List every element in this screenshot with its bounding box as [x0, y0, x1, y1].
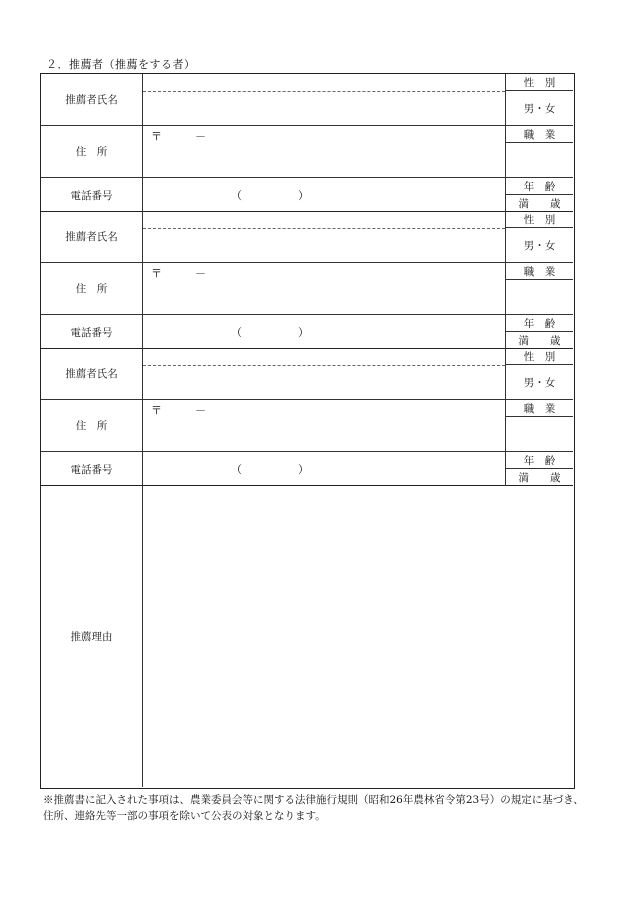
occupation-label: 職 業 [506, 126, 573, 143]
furigana-divider [143, 365, 505, 366]
postal-dash: － [195, 130, 206, 143]
recommender-block-3 [41, 348, 573, 486]
disclosure-note: ※推薦書に記入された事項は、農業委員会等に関する法律施行規則（昭和26年農林省令第23号）の規定に基づき、住所、連絡先等一部の事項を除いて公表の対象となります。 [43, 794, 584, 822]
phone-field[interactable] [143, 178, 506, 212]
gender-label: 性 別 [506, 74, 573, 91]
age-label: 年 齢 [506, 178, 573, 195]
phone-label: 電話番号 [41, 452, 143, 486]
phone-row [41, 315, 573, 349]
reason-row [41, 486, 573, 787]
age-cell [506, 178, 573, 212]
phone-paren-open: （ [231, 189, 242, 202]
age-label: 年 齢 [506, 452, 573, 469]
occupation-field[interactable] [506, 280, 573, 315]
phone-row [41, 178, 573, 212]
address-field[interactable] [143, 400, 506, 451]
address-label: 住 所 [41, 400, 143, 451]
phone-field[interactable] [143, 315, 506, 349]
name-row [41, 74, 573, 126]
name-field[interactable] [143, 74, 506, 125]
section-title: ２．推薦者（推薦をする者） [46, 58, 196, 71]
occupation-field[interactable] [506, 417, 573, 452]
name-label: 推薦者氏名 [41, 211, 143, 262]
name-field[interactable] [143, 211, 506, 262]
recommender-block-1 [41, 74, 573, 212]
address-label: 住 所 [41, 126, 143, 177]
phone-paren-close: ） [298, 463, 309, 476]
gender-cell [506, 211, 573, 262]
address-row [41, 263, 573, 315]
name-field[interactable] [143, 348, 506, 399]
furigana-divider [143, 228, 505, 229]
occupation-cell [506, 126, 573, 177]
postal-mark: 〒 [151, 267, 162, 280]
gender-label: 性 別 [506, 348, 573, 365]
name-label: 推薦者氏名 [41, 348, 143, 399]
recommender-block-2 [41, 211, 573, 349]
age-field[interactable]: 満 歳 [518, 198, 561, 210]
phone-label: 電話番号 [41, 315, 143, 349]
postal-mark: 〒 [151, 130, 162, 143]
address-label: 住 所 [41, 263, 143, 314]
gender-value[interactable]: 男・女 [523, 103, 556, 115]
gender-cell [506, 348, 573, 399]
recommender-form [40, 73, 575, 789]
age-cell [506, 315, 573, 349]
address-row [41, 400, 573, 452]
phone-paren-open: （ [231, 463, 242, 476]
postal-dash: － [195, 404, 206, 417]
occupation-field[interactable] [506, 143, 573, 178]
age-cell [506, 452, 573, 486]
postal-mark: 〒 [151, 404, 162, 417]
address-field[interactable] [143, 126, 506, 177]
age-field[interactable]: 満 歳 [518, 335, 561, 347]
address-field[interactable] [143, 263, 506, 314]
gender-cell [506, 74, 573, 125]
name-row [41, 348, 573, 400]
furigana-divider [143, 91, 505, 92]
age-label: 年 齢 [506, 315, 573, 332]
occupation-label: 職 業 [506, 263, 573, 280]
name-label: 推薦者氏名 [41, 74, 143, 125]
occupation-cell [506, 263, 573, 314]
name-row [41, 211, 573, 263]
phone-paren-close: ） [298, 189, 309, 202]
address-row [41, 126, 573, 178]
reason-label: 推薦理由 [41, 486, 143, 787]
phone-paren-close: ） [298, 326, 309, 339]
gender-value[interactable]: 男・女 [523, 377, 556, 389]
reason-field[interactable] [143, 486, 573, 787]
phone-label: 電話番号 [41, 178, 143, 212]
gender-label: 性 別 [506, 211, 573, 228]
occupation-cell [506, 400, 573, 451]
postal-dash: － [195, 267, 206, 280]
age-field[interactable]: 満 歳 [518, 472, 561, 484]
phone-row [41, 452, 573, 486]
occupation-label: 職 業 [506, 400, 573, 417]
phone-field[interactable] [143, 452, 506, 486]
gender-value[interactable]: 男・女 [523, 240, 556, 252]
phone-paren-open: （ [231, 326, 242, 339]
